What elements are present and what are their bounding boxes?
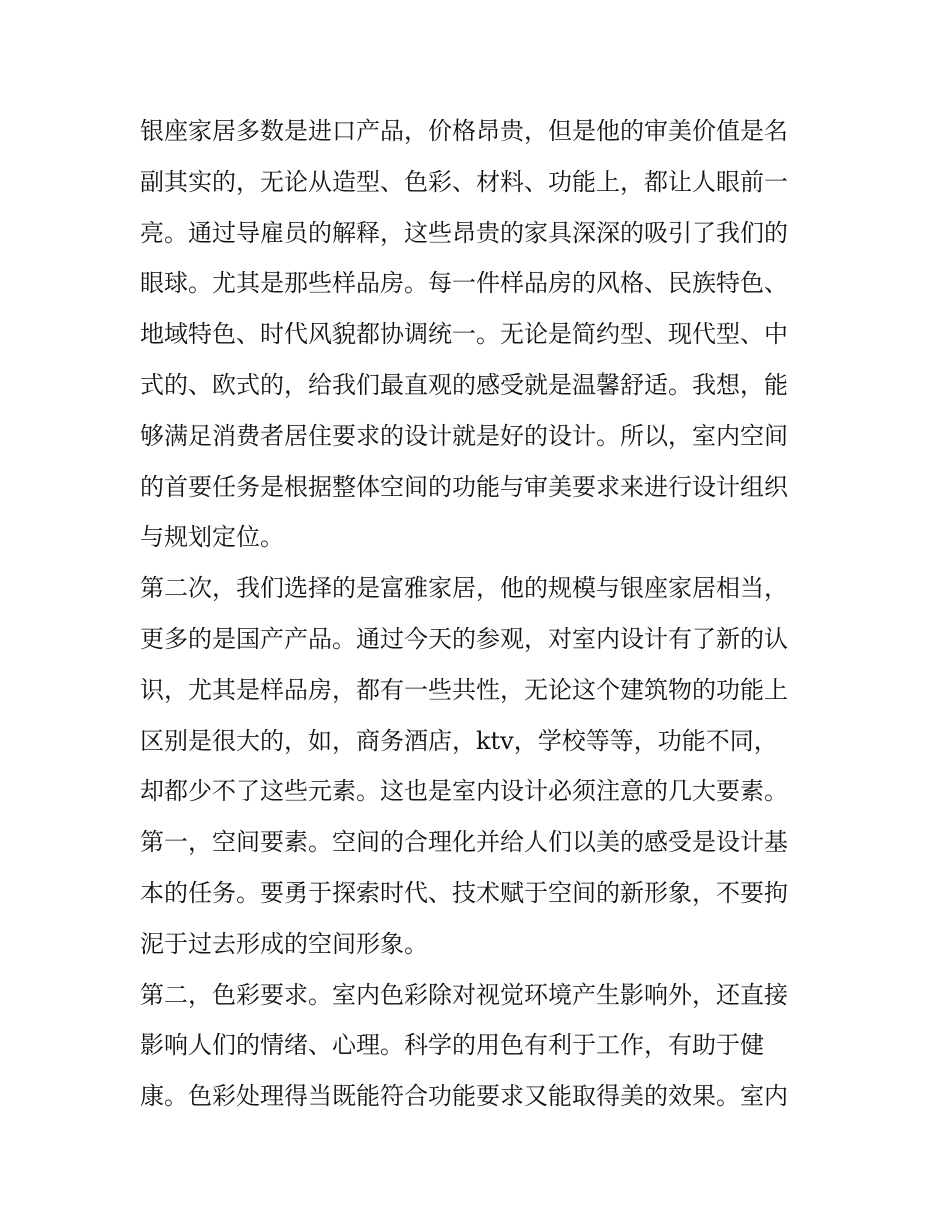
text-line: 泥于过去形成的空间形象。 [140,929,428,958]
text-line: 的首要任务是根据整体空间的功能与审美要求来进行设计组织 [140,472,788,501]
text-line: 第一，空间要素。空间的合理化并给人们以美的感受是设计基 [140,828,788,857]
text-line: 区别是很大的，如，商务酒店，ktv，学校等等，功能不同， [140,726,778,755]
text-line: 副其实的，无论从造型、色彩、材料、功能上，都让人眼前一 [140,167,788,196]
text-line: 影响人们的情绪、心理。科学的用色有利于工作，有助于健 [140,1031,764,1060]
text-line: 却都少不了这些元素。这也是室内设计必须注意的几大要素。 [140,777,788,806]
text-line: 识，尤其是样品房，都有一些共性，无论这个建筑物的功能上 [140,675,788,704]
text-line: 够满足消费者居住要求的设计就是好的设计。所以，室内空间 [140,421,788,450]
text-line: 更多的是国产产品。通过今天的参观，对室内设计有了新的认 [140,624,788,653]
text-line: 式的、欧式的，给我们最直观的感受就是温馨舒适。我想，能 [140,370,788,399]
body-text [140,106,830,1122]
text-line: 亮。通过导雇员的解释，这些昂贵的家具深深的吸引了我们的 [140,218,788,247]
text-line: 本的任务。要勇于探索时代、技术赋于空间的新形象，不要拘 [140,878,788,907]
text-line: 眼球。尤其是那些样品房。每一件样品房的风格、民族特色、 [140,269,788,298]
text-line: 第二，色彩要求。室内色彩除对视觉环境产生影响外，还直接 [140,980,788,1009]
text-line: 康。色彩处理得当既能符合功能要求又能取得美的效果。室内 [140,1082,788,1111]
text-line: 银座家居多数是进口产品，价格昂贵，但是他的审美价值是名 [140,117,788,145]
text-line: 与规划定位。 [140,523,284,552]
text-line: 地域特色、时代风貌都协调统一。无论是简约型、现代型、中 [140,320,788,349]
text-line: 第二次，我们选择的是富雅家居，他的规模与银座家居相当， [140,574,788,603]
